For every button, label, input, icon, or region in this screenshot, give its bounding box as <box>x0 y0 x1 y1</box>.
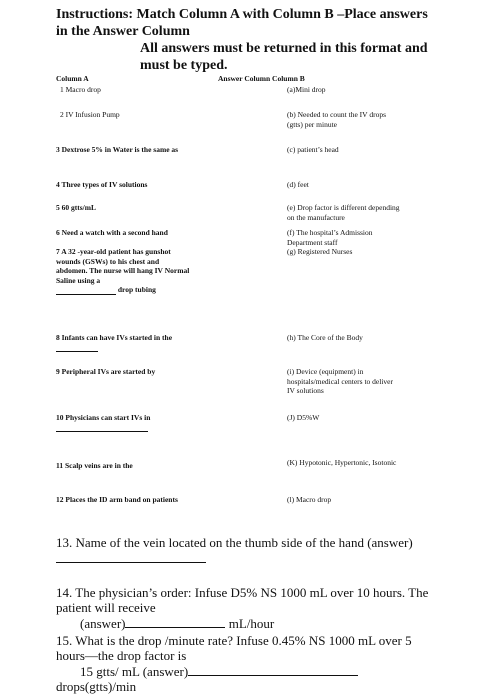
column-b-item-f: (f) The hospital’s Admission Department staff <box>287 228 373 247</box>
column-b-item-i: (i) Device (equipment) in hospitals/medical centers to deliver IV solutions <box>287 367 394 395</box>
column-b-item-l: (l) Macro drop <box>287 495 332 504</box>
question-14 <box>56 585 436 631</box>
column-b-item-a: (a)Mini drop <box>287 85 326 94</box>
question-15-text: 15. What is the drop /minute rate? Infuse 0.45% NS 1000 mL over 5 hours—the drop factor is <box>56 633 412 663</box>
answer-blank-7[interactable] <box>56 294 116 295</box>
column-a-header: Column A <box>56 74 89 83</box>
column-a-item-8 <box>56 333 191 352</box>
column-b-item-e: (e) Drop factor is different depending on the manufacture <box>287 203 400 222</box>
question-15 <box>56 633 436 694</box>
column-a-item-6: 6 Need a watch with a second hand <box>56 228 168 237</box>
column-b-item-c: (c) patient’s head <box>287 145 339 154</box>
question-14-answer-line[interactable] <box>125 615 225 628</box>
column-a-item-4: 4 Three types of IV solutions <box>56 180 148 189</box>
question-15-line-2: 15 gtts/ mL (answer) <box>80 664 189 679</box>
answer-blank-10[interactable] <box>56 431 148 432</box>
column-a-item-5: 5 60 gtts/mL <box>56 203 96 212</box>
instructions-line-2: All answers must be returned in this format and must be typed. <box>140 41 428 73</box>
column-a-item-2: 2 IV Infusion Pump <box>60 110 120 119</box>
question-15-answer-line[interactable] <box>188 663 358 676</box>
question-13-answer-line[interactable] <box>56 550 206 563</box>
question-13 <box>56 535 436 566</box>
column-b-item-h: (h) The Core of the Body <box>287 333 363 342</box>
column-a-item-9: 9 Peripheral IVs are started by <box>56 367 156 376</box>
column-a-item-12: 12 Places the ID arm band on patients <box>56 495 178 504</box>
column-a-item-7-after: drop tubing <box>117 285 156 294</box>
column-b-item-g: (g) Registered Nurses <box>287 247 353 256</box>
column-a-item-7 <box>56 247 191 295</box>
instructions <box>56 6 436 74</box>
column-b-item-b: (b) Needed to count the IV drops (gtts) per minute <box>287 110 387 129</box>
answer-blank-8[interactable] <box>56 351 98 352</box>
column-a-item-3: 3 Dextrose 5% in Water is the same as <box>56 145 179 154</box>
question-14-text: 14. The physician’s order: Infuse D5% NS 1000 mL over 10 hours. The patient will receive <box>56 585 429 615</box>
column-b-item-j: (J) D5%W <box>287 413 320 422</box>
column-a-item-10-text: 10 Physicians can start IVs in <box>56 413 151 422</box>
column-a-item-10 <box>56 413 206 432</box>
column-a-item-1: 1 Macro drop <box>60 85 101 94</box>
question-15-unit: drops(gtts)/min <box>56 679 137 694</box>
column-a-item-7-text: 7 A 32 -year-old patient has gunshot wounds (GSWs) to his chest and abdomen. The nurse will hang IV Normal Saline using a <box>56 247 190 285</box>
instructions-line-1: Instructions: Match Column A with Column B –Place answers in the Answer Column <box>56 7 428 39</box>
column-b-item-k: (K) Hypotonic, Hypertonic, Isotonic <box>287 458 397 467</box>
column-a-item-11: 11 Scalp veins are in the <box>56 461 133 470</box>
question-14-answer-label: (answer) <box>80 616 126 631</box>
answer-column-b-header: Answer Column Column B <box>218 74 305 83</box>
question-14-unit: mL/hour <box>228 616 275 631</box>
column-b-item-d: (d) feet <box>287 180 309 189</box>
question-13-text: 13. Name of the vein located on the thumb side of the hand (answer) <box>56 535 413 550</box>
column-a-item-8-text: 8 Infants can have IVs started in the <box>56 333 173 342</box>
